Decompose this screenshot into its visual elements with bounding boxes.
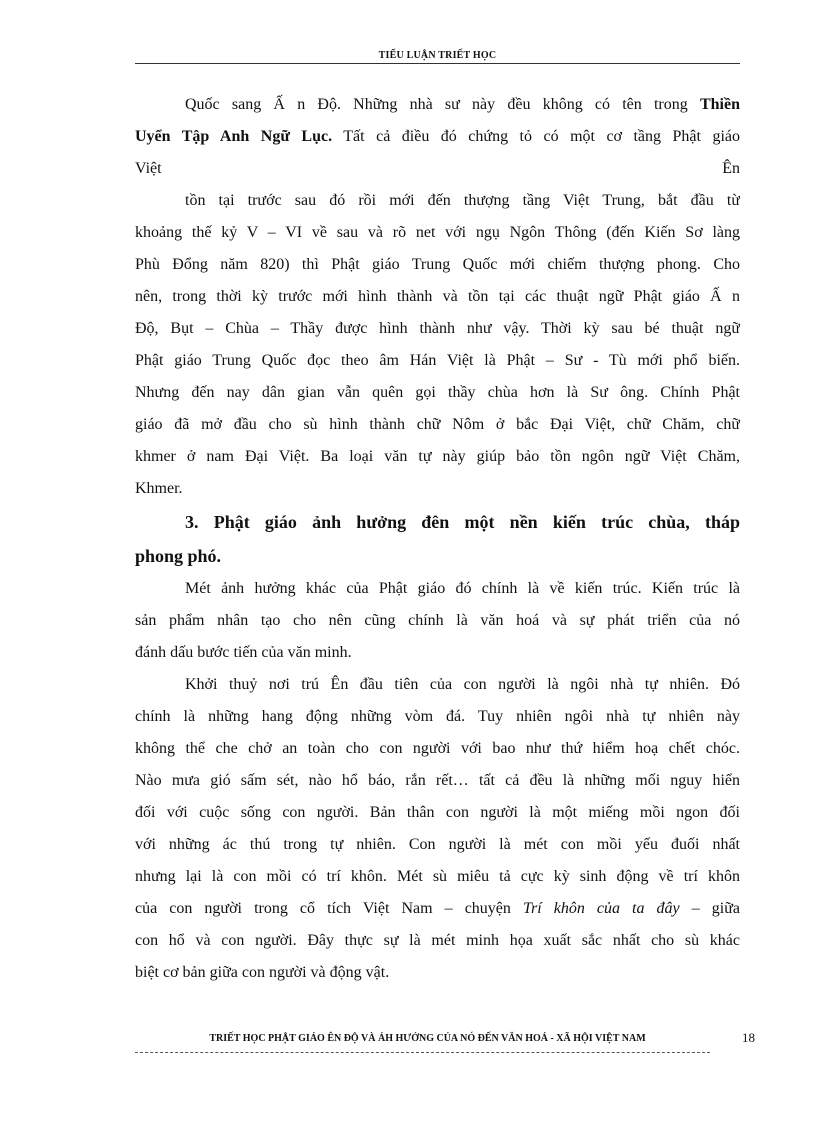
paragraph-line [135, 89, 740, 121]
paragraph-line: Nào mưa gió sấm sét, nào hổ báo, rắn rết… tất cả đều là những mối nguy hiển [135, 772, 740, 789]
paragraph-line: khoảng thế kỷ V – VI về sau và rõ net với ngụ Ngôn Thông (đến Kiến Sơ làng [135, 224, 740, 241]
paragraph-line: nên, trong thời kỳ trước mới hình thành và tồn tại các thuật ngữ Phật giáo Ấ n [135, 288, 740, 305]
header-rule [135, 63, 740, 64]
section-heading: 3. Phật giáo ảnh hưởng đên một nền kiến trúc chùa, tháp [185, 512, 740, 532]
running-header: TIỂU LUẬN TRIẾT HỌC [378, 50, 497, 61]
text-span: Tất cả điều đó chứng tỏ có một cơ tầng Phật giáo [343, 128, 740, 145]
section-heading: phong phó. [135, 546, 222, 566]
paragraph-line: con hổ và con người. Đây thực sự là mét minh họa xuất sắc nhất cho sù khác [135, 932, 740, 949]
paragraph-line: khmer ở nam Đại Việt. Ba loại văn tự này giúp bảo tồn ngôn ngữ Việt Chăm, [135, 448, 740, 465]
paragraph-line: nhưng lại là con mồi có trí khôn. Mét sù miêu tả cực kỳ sinh động về trí khôn [135, 868, 740, 885]
paragraph-line: Khởi thuỷ nơi trú Ên đầu tiên của con người là ngôi nhà tự nhiên. Đó [185, 676, 740, 693]
running-footer: TRIẾT HỌC PHẬT GIÁO ÊN ĐỘ VÀ ẢH HƯỞNG CỦA NÓ ĐẾN VĂN HOÁ - XÃ HỘI VIỆT NAM [209, 1033, 646, 1044]
footer-rule [135, 1052, 710, 1053]
paragraph-line: Độ, Bụt – Chùa – Thầy được hình thành như vậy. Thời kỳ sau bé thuật ngữ [135, 320, 740, 337]
paragraph-line: đối với cuộc sống con người. Bản thân con người là một miếng mồi ngon đối [135, 804, 740, 821]
paragraph-line: Mét ảnh hưởng khác của Phật giáo đó chính là về kiến trúc. Kiến trúc là [185, 580, 740, 597]
paragraph-line: sản phẩm nhân tạo cho nên cũng chính là văn hoá và sự phát triển của nó [135, 612, 740, 629]
text-span: Việt [135, 160, 162, 177]
bold-term: Thiền [699, 96, 740, 113]
paragraph-line: giáo đã mở đầu cho sù hình thành chữ Nôm ở bắc Đại Việt, chữ Chăm, chữ [135, 416, 740, 433]
paragraph-line: Phật giáo Trung Quốc đọc theo âm Hán Việt là Phật – Sư - Tù mới phổ biến. [135, 352, 740, 369]
paragraph-line: biệt cơ bản giữa con người và động vật. [135, 964, 390, 981]
paragraph-line: Nhưng đến nay dân gian vẫn quên gọi thầy chùa hơn là Sư ông. Chính Phật [135, 384, 740, 401]
paragraph-line [135, 121, 740, 153]
paragraph-line: với những ác thú trong tự nhiên. Con người là mét con mồi yếu đuối nhất [135, 836, 740, 853]
paragraph-line: đánh dấu bước tiến của văn minh. [135, 644, 352, 661]
bold-term: Uyển Tập Anh Ngữ Lục. [135, 128, 333, 145]
paragraph-line [135, 893, 740, 925]
text-span: Quốc sang Ấ n Độ. Những nhà sư này đều không có tên trong [185, 96, 688, 113]
text-span: – giữa [691, 900, 740, 917]
body-text [135, 89, 740, 989]
page-number: 18 [742, 1030, 755, 1045]
text-span: của con người trong cổ tích Việt Nam – chuyện [135, 900, 511, 917]
paragraph-line [135, 153, 740, 185]
italic-title: Trí khôn của ta đây [522, 900, 680, 917]
paragraph-line: Phù Đổng năm 820) thì Phật giáo Trung Quốc mới chiếm thượng phong. Cho [135, 256, 740, 273]
paragraph-line: chính là những hang động những vòm đá. Tuy nhiên ngôi nhà tự nhiên này [135, 708, 740, 725]
paragraph-line: tồn tại trước sau đó rồi mới đến thượng tầng Việt Trung, bắt đầu từ [185, 192, 740, 209]
paragraph-line: Khmer. [135, 480, 183, 497]
text-span: Ên [722, 160, 740, 177]
paragraph-line: không thể che chở an toàn cho con người với bao như thứ hiểm hoạ chết chóc. [135, 740, 740, 757]
